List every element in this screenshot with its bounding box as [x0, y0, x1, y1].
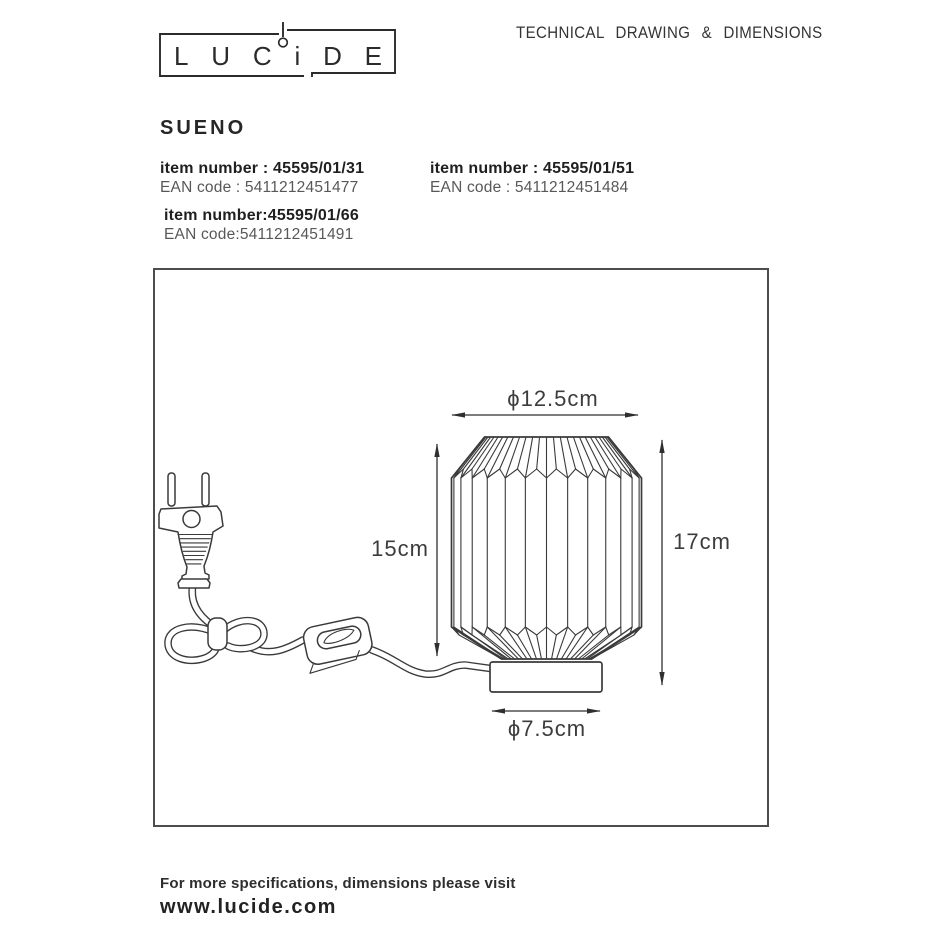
product-name: SUENO: [160, 117, 247, 139]
dim-label-base-diameter: ϕ7.5cm: [507, 716, 587, 741]
power-plug-drawing: [159, 473, 223, 588]
lamp-shade-drawing: [452, 437, 642, 659]
variant-ean-code: EAN code : 5411212451477: [160, 179, 359, 196]
dim-label-total-height: 17cm: [673, 529, 731, 554]
brand-logo: [152, 20, 404, 82]
dim-label-shade-height: 15cm: [371, 536, 429, 561]
variant-item-number: item number : 45595/01/31: [160, 160, 365, 177]
dim-label-top-diameter: ϕ12.5cm: [507, 386, 599, 411]
inline-switch-drawing: [301, 615, 376, 673]
website-text: www.lucide.com: [160, 896, 337, 918]
product-variant: [430, 160, 634, 197]
doc-title: TECHNICAL DRAWING & DIMENSIONS: [516, 24, 823, 43]
lamp-base-drawing: [490, 662, 602, 692]
lamp-technical-drawing: [155, 270, 767, 825]
product-variant: [164, 207, 359, 244]
product-variant: [160, 160, 364, 197]
footer-note: For more specifications, dimensions please visit: [160, 875, 516, 892]
brand-logo-text: LUCiDE: [174, 41, 382, 71]
pendant-lamp-icon: [279, 22, 288, 47]
variant-item-number: item number : 45595/01/51: [430, 160, 635, 177]
drawing-frame: [153, 268, 769, 827]
variant-ean-code: EAN code:5411212451491: [164, 226, 354, 243]
variant-item-number: item number:45595/01/66: [164, 207, 359, 224]
variant-ean-code: EAN code : 5411212451484: [430, 179, 629, 196]
lamp-line-art: [159, 437, 642, 692]
